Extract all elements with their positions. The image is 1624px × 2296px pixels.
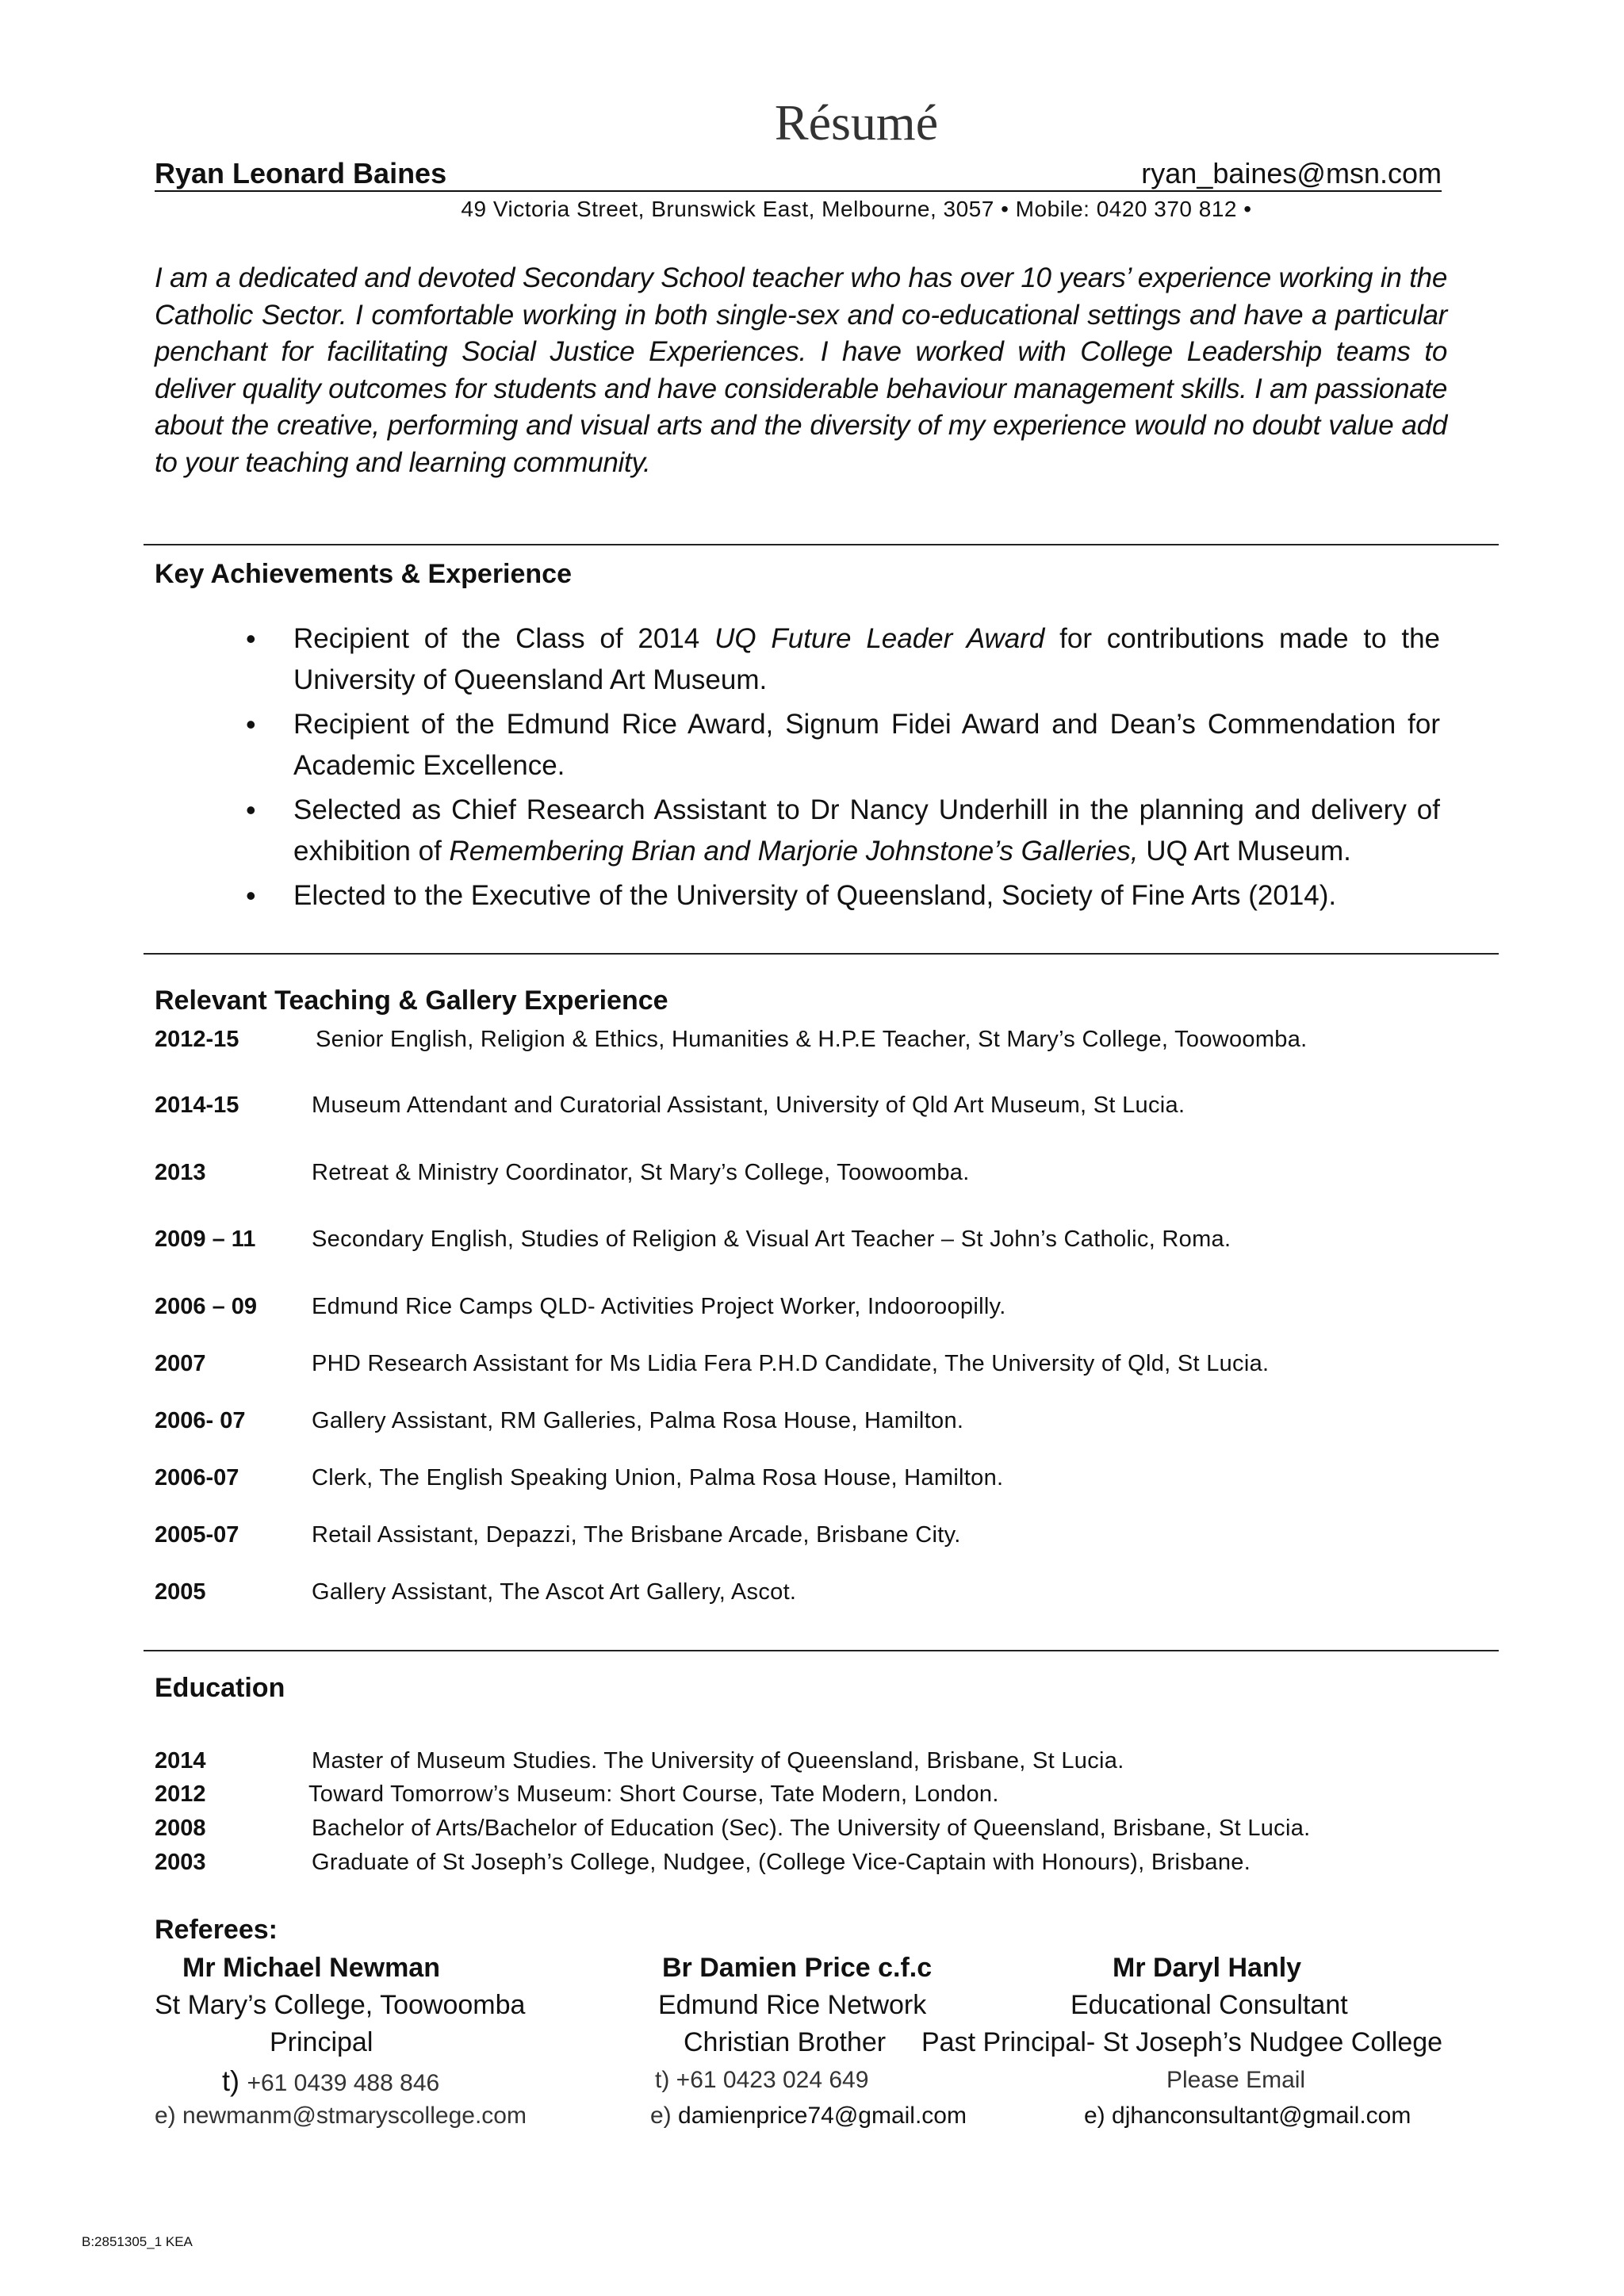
achievement-item: • Recipient of the Edmund Rice Award, Signum Fidei Award and Dean’s Commendation for Academic Excellence.: [293, 704, 1440, 786]
experience-year: 2007: [155, 1351, 206, 1376]
education-year: 2008: [155, 1816, 206, 1841]
experience-desc: PHD Research Assistant for Ms Lidia Fera P.H.D Candidate, The University of Qld, St Lucia.: [312, 1351, 1270, 1376]
referee-email[interactable]: e) damienprice74@gmail.com: [650, 2103, 967, 2129]
experience-desc: Retail Assistant, Depazzi, The Brisbane Arcade, Brisbane City.: [312, 1522, 961, 1548]
experience-desc: Edmund Rice Camps QLD- Activities Project Worker, Indooroopilly.: [312, 1294, 1006, 1319]
document-reference: B:2851305_1 KEA: [82, 2234, 193, 2249]
referee-role: Principal: [270, 2027, 373, 2057]
referee-role: Christian Brother: [684, 2027, 887, 2057]
referees-heading: Referees:: [155, 1915, 278, 1945]
experience-heading: Relevant Teaching & Gallery Experience: [155, 985, 668, 1016]
experience-year: 2013: [155, 1160, 206, 1185]
experience-year: 2014-15: [155, 1093, 239, 1118]
education-year: 2014: [155, 1748, 206, 1774]
experience-year: 2006-07: [155, 1465, 239, 1490]
experience-year: 2006 – 09: [155, 1294, 258, 1319]
referee-organisation: Educational Consultant: [1071, 1990, 1348, 2020]
section-divider: [144, 544, 1499, 545]
education-heading: Education: [155, 1673, 285, 1703]
achievement-item: • Recipient of the Class of 2014 UQ Future Leader Award for contributions made to the University of Queensland Art Museum.: [293, 618, 1440, 701]
experience-desc: Gallery Assistant, The Ascot Art Gallery, Ascot.: [312, 1579, 797, 1605]
professional-summary: [155, 260, 1447, 481]
achievement-item: • Selected as Chief Research Assistant to Dr Nancy Underhill in the planning and delivery of exhibition of Remembering Brian and Marjorie Johnstone’s Galleries, UQ Art Museum.: [293, 790, 1440, 872]
referee-phone: Please Email: [1166, 2067, 1306, 2093]
experience-desc: Clerk, The English Speaking Union, Palma Rosa House, Hamilton.: [312, 1465, 1004, 1490]
experience-year: 2005: [155, 1579, 206, 1605]
referee-phone: t) +61 0439 488 846: [222, 2064, 440, 2097]
referee-phone: t) +61 0423 024 649: [655, 2067, 869, 2093]
referee-name: Br Damien Price c.f.c: [662, 1953, 933, 1983]
summary-text: I am a dedicated and devoted Secondary School teacher who has over 10 years’ experience working in the Catholic Sector. I comfortable working in both single-sex and co-educational settings and have a particular penchant for facilitating Social Justice Experiences. I have worked with College Leadership teams to deliver quality outcomes for students and have considerable behaviour management skills. I am passionate about the creative, performing and visual arts and the diversity of my experience would no doubt value add to your teaching and learning community.: [155, 262, 1447, 478]
education-year: 2003: [155, 1850, 206, 1875]
education-desc: Bachelor of Arts/Bachelor of Education (Sec). The University of Queensland, Brisbane, St Lucia.: [312, 1816, 1311, 1841]
experience-year: 2009 – 11: [155, 1226, 256, 1252]
referee-name: Mr Daryl Hanly: [1113, 1953, 1302, 1983]
candidate-name: Ryan Leonard Baines: [155, 157, 447, 189]
achievement-item: • Elected to the Executive of the University of Queensland, Society of Fine Arts (2014).: [293, 875, 1440, 916]
achievements-heading: Key Achievements & Experience: [155, 559, 572, 589]
experience-year: 2006- 07: [155, 1408, 246, 1433]
referee-role: Past Principal- St Joseph’s Nudgee College: [921, 2027, 1443, 2057]
referee-organisation: St Mary’s College, Toowoomba: [155, 1990, 526, 2020]
referee-organisation: Edmund Rice Network: [658, 1990, 927, 2020]
experience-desc: Museum Attendant and Curatorial Assistant, University of Qld Art Museum, St Lucia.: [312, 1093, 1185, 1118]
section-divider: [144, 953, 1499, 955]
section-divider: [144, 1650, 1499, 1651]
experience-year: 2012-15: [155, 1027, 239, 1052]
experience-year: 2005-07: [155, 1522, 239, 1548]
achievements-list: [293, 618, 1440, 920]
experience-desc: Retreat & Ministry Coordinator, St Mary’s College, Toowoomba.: [312, 1160, 970, 1185]
referee-email[interactable]: e) newmanm@stmaryscollege.com: [155, 2103, 527, 2129]
referee-email[interactable]: e) djhanconsultant@gmail.com: [1084, 2103, 1411, 2129]
education-desc: Toward Tomorrow’s Museum: Short Course, Tate Modern, London.: [308, 1781, 999, 1807]
experience-desc: Gallery Assistant, RM Galleries, Palma Rosa House, Hamilton.: [312, 1408, 964, 1433]
experience-desc: Senior English, Religion & Ethics, Humanities & H.P.E Teacher, St Mary’s College, Toowoomba.: [316, 1027, 1308, 1052]
experience-desc: Secondary English, Studies of Religion & Visual Art Teacher – St John’s Catholic, Roma.: [312, 1226, 1231, 1252]
contact-address: 49 Victoria Street, Brunswick East, Melbourne, 3057 • Mobile: 0420 370 812 •: [461, 197, 1252, 221]
header-underline: [155, 190, 1442, 192]
page-title: Résumé: [774, 94, 939, 151]
referee-name: Mr Michael Newman: [182, 1953, 440, 1983]
education-desc: Graduate of St Joseph’s College, Nudgee, (College Vice-Captain with Honours), Brisbane.: [312, 1850, 1251, 1875]
education-desc: Master of Museum Studies. The University of Queensland, Brisbane, St Lucia.: [312, 1748, 1124, 1774]
education-year: 2012: [155, 1781, 206, 1807]
candidate-email[interactable]: ryan_baines@msn.com: [1141, 157, 1442, 189]
